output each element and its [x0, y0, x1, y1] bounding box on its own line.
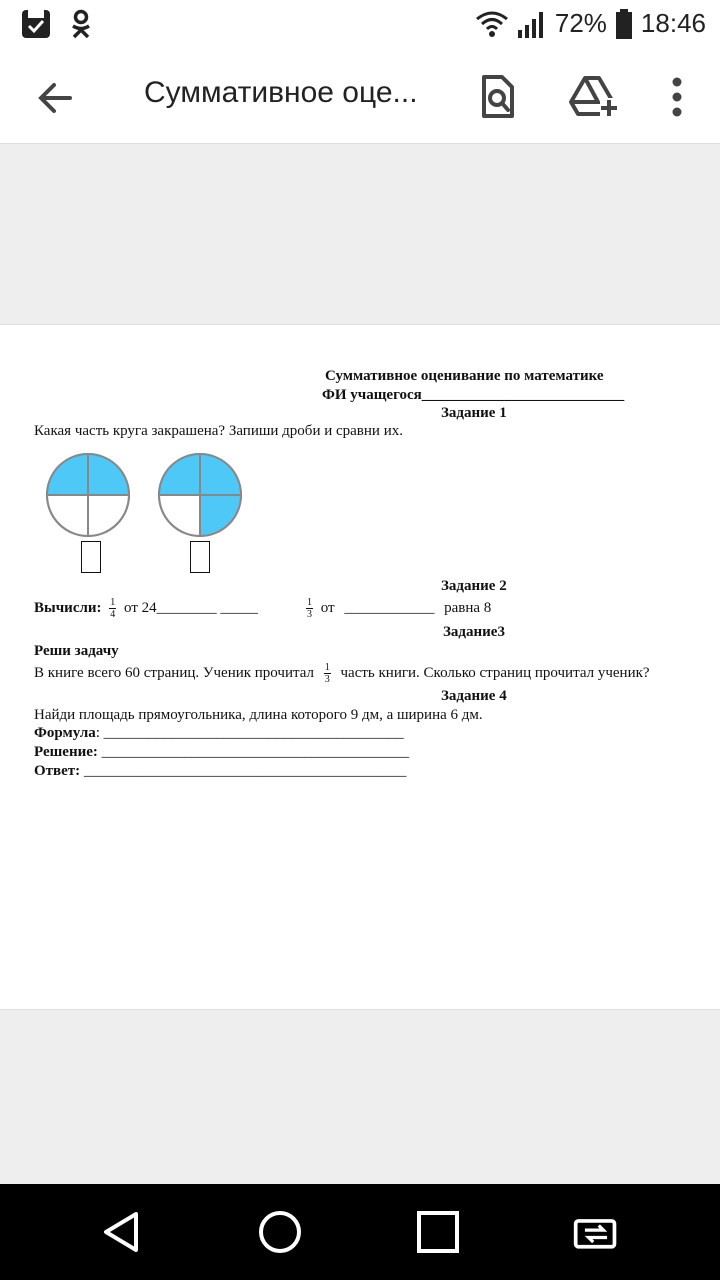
task2-line-b	[302, 597, 491, 620]
task4-heading: Задание 4	[441, 688, 507, 704]
fraction-one-third: $\frac{1}{3}$	[307, 597, 312, 620]
formula-blank: : ________________________________________	[95, 725, 404, 741]
task2-blank: ____________	[344, 599, 435, 616]
answer-box-2[interactable]	[190, 541, 210, 573]
status-bar	[0, 0, 720, 52]
task2-line	[34, 597, 258, 620]
task2-part1: от 24________ _____	[124, 599, 258, 616]
task4-text: Найди площадь прямоугольника, длина которого 9 дм, а ширина 6 дм.	[34, 707, 483, 723]
app-bar	[0, 52, 720, 144]
solution-line	[34, 744, 409, 761]
nav-back-icon[interactable]	[98, 1208, 146, 1256]
answer-label: Ответ:	[34, 763, 81, 779]
solution-blank: _________________________________________	[97, 744, 410, 760]
back-arrow-icon[interactable]	[30, 74, 82, 122]
clock: 18:46	[640, 8, 706, 38]
signal-icon	[517, 10, 547, 38]
formula-label: Формула	[34, 725, 96, 741]
nav-switch-apps-icon[interactable]	[572, 1208, 620, 1256]
odnoklassniki-icon	[70, 9, 92, 39]
task2-label: Вычисли:	[34, 599, 102, 616]
task2-heading: Задание 2	[441, 578, 507, 594]
task3-text	[34, 662, 650, 685]
document-viewer[interactable]	[0, 144, 720, 1184]
circle-three-quarters-shaded	[156, 451, 244, 539]
nav-home-icon[interactable]	[256, 1208, 304, 1256]
circle-half-shaded	[44, 451, 132, 539]
add-to-drive-icon[interactable]	[568, 72, 618, 122]
nav-recents-icon[interactable]	[414, 1208, 462, 1256]
student-name-line: ФИ учащегося___________________________	[322, 387, 625, 403]
battery-percent: 72%	[554, 8, 607, 38]
more-options-icon[interactable]	[652, 72, 702, 122]
task3-heading: Задание3	[443, 624, 505, 640]
answer-blank: ___________________________________________	[80, 763, 407, 779]
wifi-icon	[475, 10, 509, 38]
task2-part2: от	[320, 599, 335, 616]
answer-line	[34, 763, 406, 780]
solution-label: Решение:	[34, 744, 98, 760]
navigation-bar	[0, 1184, 720, 1280]
task2-part3: равна 8	[444, 599, 492, 616]
save-notification-icon	[20, 8, 52, 40]
fraction-one-quarter: $\frac{1}{4}$	[110, 597, 116, 620]
document-title: Суммативное оце...	[144, 76, 418, 109]
battery-icon	[615, 9, 633, 39]
answer-box-1[interactable]	[81, 541, 101, 573]
task3-subheading: Реши задачу	[34, 643, 119, 659]
document-header-title: Суммативное оценивание по математике	[325, 368, 604, 384]
task3-text-before: В книге всего 60 страниц. Ученик прочитал	[34, 664, 315, 681]
task3-text-after: часть книги. Сколько страниц прочитал ученик?	[340, 664, 650, 681]
task1-heading: Задание 1	[441, 405, 507, 421]
document-page	[0, 324, 720, 1010]
task1-text: Какая часть круга закрашена? Запиши дроби и сравни их.	[34, 423, 403, 439]
fraction-one-third-task3: $\frac{1}{3}$	[324, 662, 330, 685]
formula-line	[34, 725, 404, 742]
find-in-document-icon[interactable]	[472, 72, 522, 122]
